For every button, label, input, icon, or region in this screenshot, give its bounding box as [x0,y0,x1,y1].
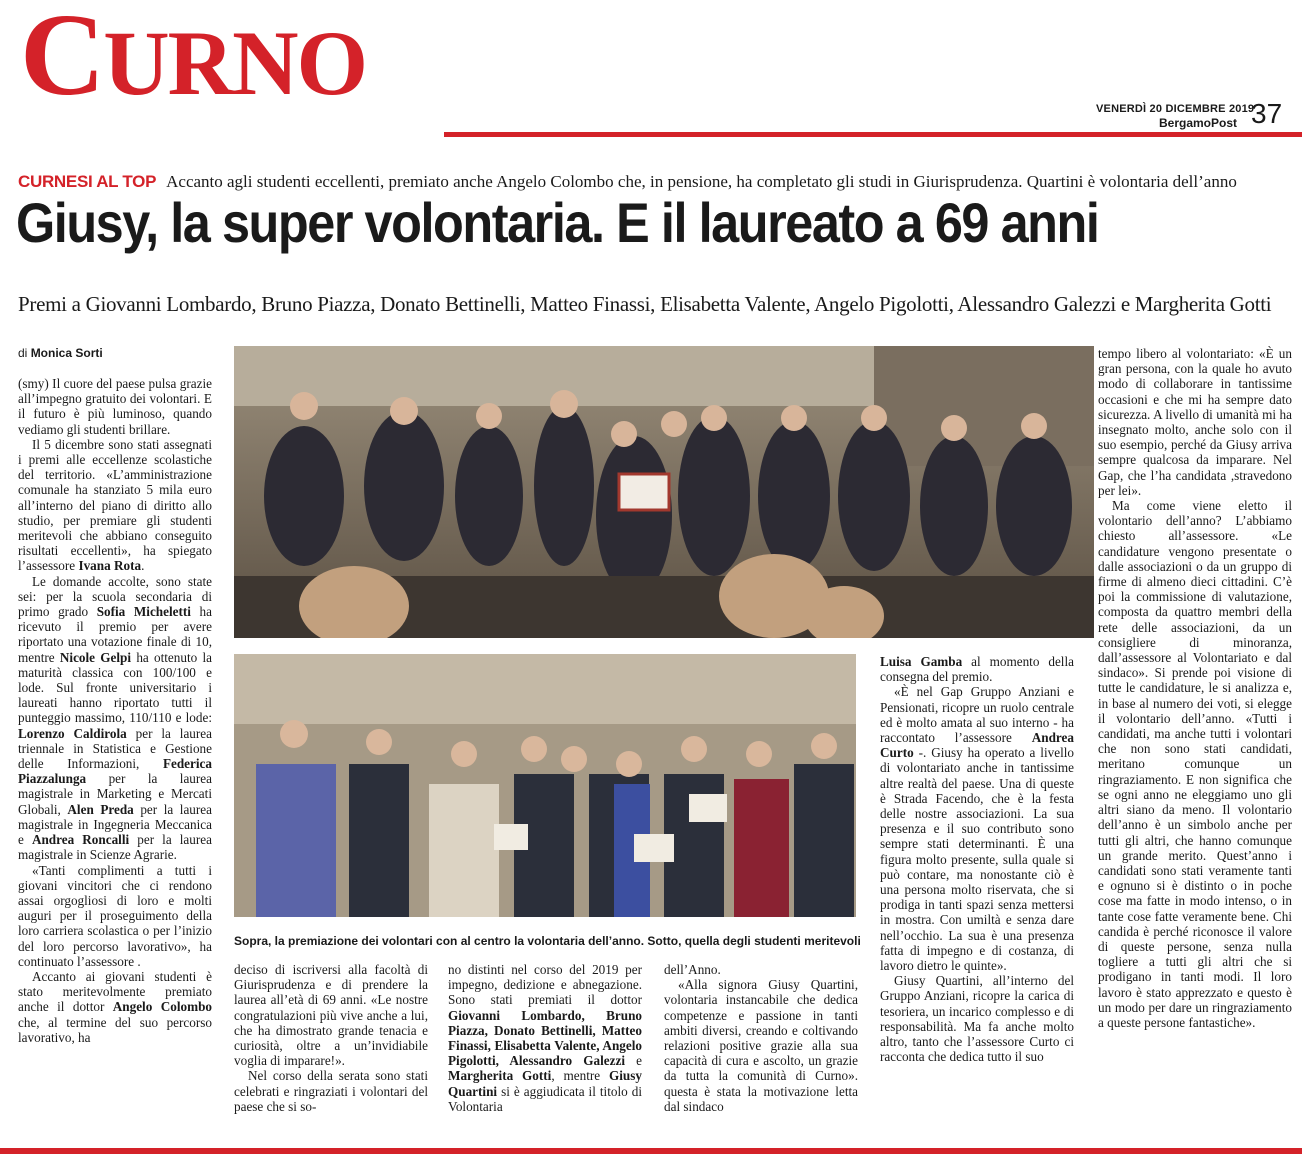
kicker-text: Accanto agli studenti eccellenti, premiato anche Angelo Colombo che, in pensione, ha completato gli studi in Giurisprudenza. Quartini è volontaria dell’anno [166,172,1237,191]
paragraph: Luisa Gamba al momento della consegna del premio. [880,654,1074,685]
person-name: Alen Preda [67,801,134,817]
footer-rule [0,1148,1302,1154]
byline-prefix: di [18,346,28,360]
paragraph: no distinti nel corso del 2019 per impegno, dedizione e abnegazione. Sono stati premiati il dottor Giovanni Lombardo, Bruno Piazza, Donato Bettinelli, Matteo Finassi, Elisabetta Valente, Angelo Pigolotti, Alessandro Galezzi e Margherita Gotti, mentre Giusy Quartini si è aggiudicata il titolo di Volontaria [448,962,642,1114]
person-name: Ivana Rota [78,558,142,574]
person-name: Nicole Gelpi [59,649,132,665]
paragraph: (smy) Il cuore del paese pulsa grazie all’impegno gratuito dei volontari. E il futuro è più luminoso, quando vediamo gli studenti brillare. [18,376,212,437]
masthead-rule [444,132,1302,137]
article-column-3 [448,962,642,1114]
issue-date: VENERDÌ 20 DICEMBRE 2019 [1096,103,1255,115]
paragraph: Accanto ai giovani studenti è stato meritevolmente premiato anche il dottor Angelo Colombo che, al termine del suo percorso lavorativo, ha [18,968,212,1045]
paragraph: «Alla signora Giusy Quartini, volontaria instancabile che dedica competenze e passione in tanti ambiti diversi, creando e coltivando relazioni positive grazie alla sua capacità di cura e ascolto, un grazie da tutta la comunità di Curno». questa è stata la motivazione letta dal sindaco [664,977,858,1114]
photo-students-award [234,654,856,917]
paragraph: Ma come viene eletto il volontario dell’anno? L’abbiamo chiesto all’assessore. «Le candidature vengono presentate o dalle associazioni o da un gruppo di firme di almeno dieci cittadini. C’è poi la commissione di valutazione, composta da quattro membri della rete delle associazioni, da un consigliere di minoranza, dall’assessore al Volontariato e dal sindaco». Si prende poi visione di tutte le candidature, le si analizza e, in base al numero dei voti, si elegge il volontario dell’anno. «Tutti i candidati, ma anche tutti i volontari che non sono stati candidati, meritano comunque un ringraziamento. E non significa che se ogni anno ne eleggiamo uno gli altri siano da meno. Il volontario dell’anno è un simbolo anche per tutti gli altri, che hanno comunque un grande merito. Quest’anno i candidati sono stati veramente tanti e ognuno si è distinto o in poche cose ma fatte in modo intenso, o in tante cose fatte veramente bene. Chi candida è perché riconosce il valore di queste persone, senza nulla togliere a tutti gli altri che si prodigano in tanti modi. Il loro lavoro è stato apprezzato e questo è un modo per dare un ringraziamento a queste persone fantastiche». [1098,498,1292,1030]
photo-students-image [234,654,856,917]
byline [18,346,103,360]
photo-volunteers-award [234,346,1094,638]
article-column-4 [664,962,858,1114]
article-column-1 [18,376,212,1045]
kicker-tag: CURNESI AL TOP [18,172,157,191]
subhead: Premi a Giovanni Lombardo, Bruno Piazza, Donato Bettinelli, Matteo Finassi, Elisabetta Valente, Angelo Pigolotti, Alessandro Galezzi e Margherita Gotti [18,292,1272,316]
paragraph: Nel corso della serata sono stati celebrati e ringraziati i volontari del paese che si so- [234,1068,428,1114]
person-name: Giusy Quartini [448,1068,642,1099]
paragraph: Le domande accolte, sono state sei: per la scuola secondaria di primo grado Sofia Micheletti ha ricevuto il premio per avere riportato una votazione finale di 10, mentre Nicole Gelpi ha ottenuto la maturità classica con 100/100 e lode. Sul fronte universitario i laureati hanno riportato tutti il punteggio massimo, 110/110 e lode: Lorenzo Caldirola per la laurea triennale in Statistica e Gestione delle Informazioni, Federica Piazzalunga per la laurea magistrale in Marketing e Mercati Globali, Alen Preda per la laurea magistrale in Ingegneria Meccanica e Andrea Roncalli per la laurea magistrale in Scienze Agrarie. [18,573,212,863]
person-name: Angelo Colombo [112,999,212,1015]
person-name: Andrea Roncalli [31,832,130,848]
article-column-2 [234,962,428,1114]
paragraph: «È nel Gap Gruppo Anziani e Pensionati, ricopre un ruolo centrale ed è molto amata al suo interno - ha raccontato l’assessore Andrea Curto -. Giusy ha operato a livello di volontariato anche in tantissime altre realtà del paese. Una di queste è Strada Facendo, che è la festa delle nostre associazioni. La sua presenza e il suo contributo sono sempre stati determinanti. È una figura molto presente, sulla quale si può contare, ma nonostante ciò è una persona molto riservata, che si prodiga in tanti spazi senza mettersi in mostra. Con umiltà e senza dare nell’occhio. La sua è una presenza fatta di impegno e di costanza, di lavoro dietro le quinte». [880,684,1074,974]
kicker [18,172,1302,192]
person-names: Giovanni Lombardo, Bruno Piazza, Donato Bettinelli, Matteo Finassi, Elisabetta Valente, Angelo Pigolotti, Alessandro Galezzi [448,1007,642,1069]
headline: Giusy, la super volontaria. E il laureato a 69 anni [16,191,1099,254]
person-name: Margherita Gotti [448,1068,552,1084]
article-column-5 [880,654,1074,1064]
publication-brand: BergamoPost [1159,116,1238,130]
person-name: Lorenzo Caldirola [18,725,127,741]
paragraph: deciso di iscriversi alla facoltà di Giurisprudenza e di prendere la laurea all’età di 69 anni. «Le nostre congratulazioni più vive anche a lui, che ha dimostrato grande tenacia e curiosità, oltre a un’invidiabile voglia di imparare!». [234,962,428,1069]
paragraph: «Tanti complimenti a tutti i giovani vincitori che ci rendono assai orgogliosi di loro e molti auguri per il proseguimento della loro carriera scolastica o per l’inizio del loro percorso lavorativo», ha continuato l’assessore . [18,862,212,969]
byline-author: Monica Sorti [30,346,103,360]
photo-volunteers-image [234,346,1094,638]
paragraph: Il 5 dicembre sono stati assegnati i premi alle eccellenze scolastiche del territorio. «L’amministrazione comunale ha stanziato 5 mila euro all’interno del piano di diritto allo studio, per premiare gli studenti meritevoli che abbiano conseguito risultati eccellenti», ha spiegato l’assessore Ivana Rota. [18,436,212,574]
article-column-6 [1098,346,1292,1030]
masthead-first-letter: C [20,0,104,120]
person-name: Andrea Curto [880,730,1074,761]
paragraph: dell’Anno. [664,962,721,977]
paragraph: Giusy Quartini, all’interno del Gruppo Anziani, ricopre la carica di tesoriera, un incarico complesso e di responsabilità. Ma fa anche molto altro, tanto che l’assessore Curto ci racconta che dedica tutto il suo [880,973,1074,1065]
page-number: 37 [1251,98,1283,129]
paragraph: tempo libero al volontariato: «È un gran persona, con la quale ho avuto modo di collaborare in tantissime occasioni e che mi ha sempre dato sicurezza. A livello di umanità mi ha insegnato molto, anche solo con il suo esempio, perché da Giusy arriva sempre qualcosa da imparare. Nel Gap, che l’ha candidata ,stravedono per lei». [1098,346,1292,498]
person-name: Federica Piazzalunga [18,756,212,787]
person-name: Sofia Micheletti [96,604,191,620]
masthead-rest: URNO [103,12,367,114]
person-name: Luisa Gamba [880,654,963,669]
photo-caption: Sopra, la premiazione dei volontari con al centro la volontaria dell’anno. Sotto, quella degli studenti meritevoli [234,934,861,948]
masthead-logo [20,0,367,120]
